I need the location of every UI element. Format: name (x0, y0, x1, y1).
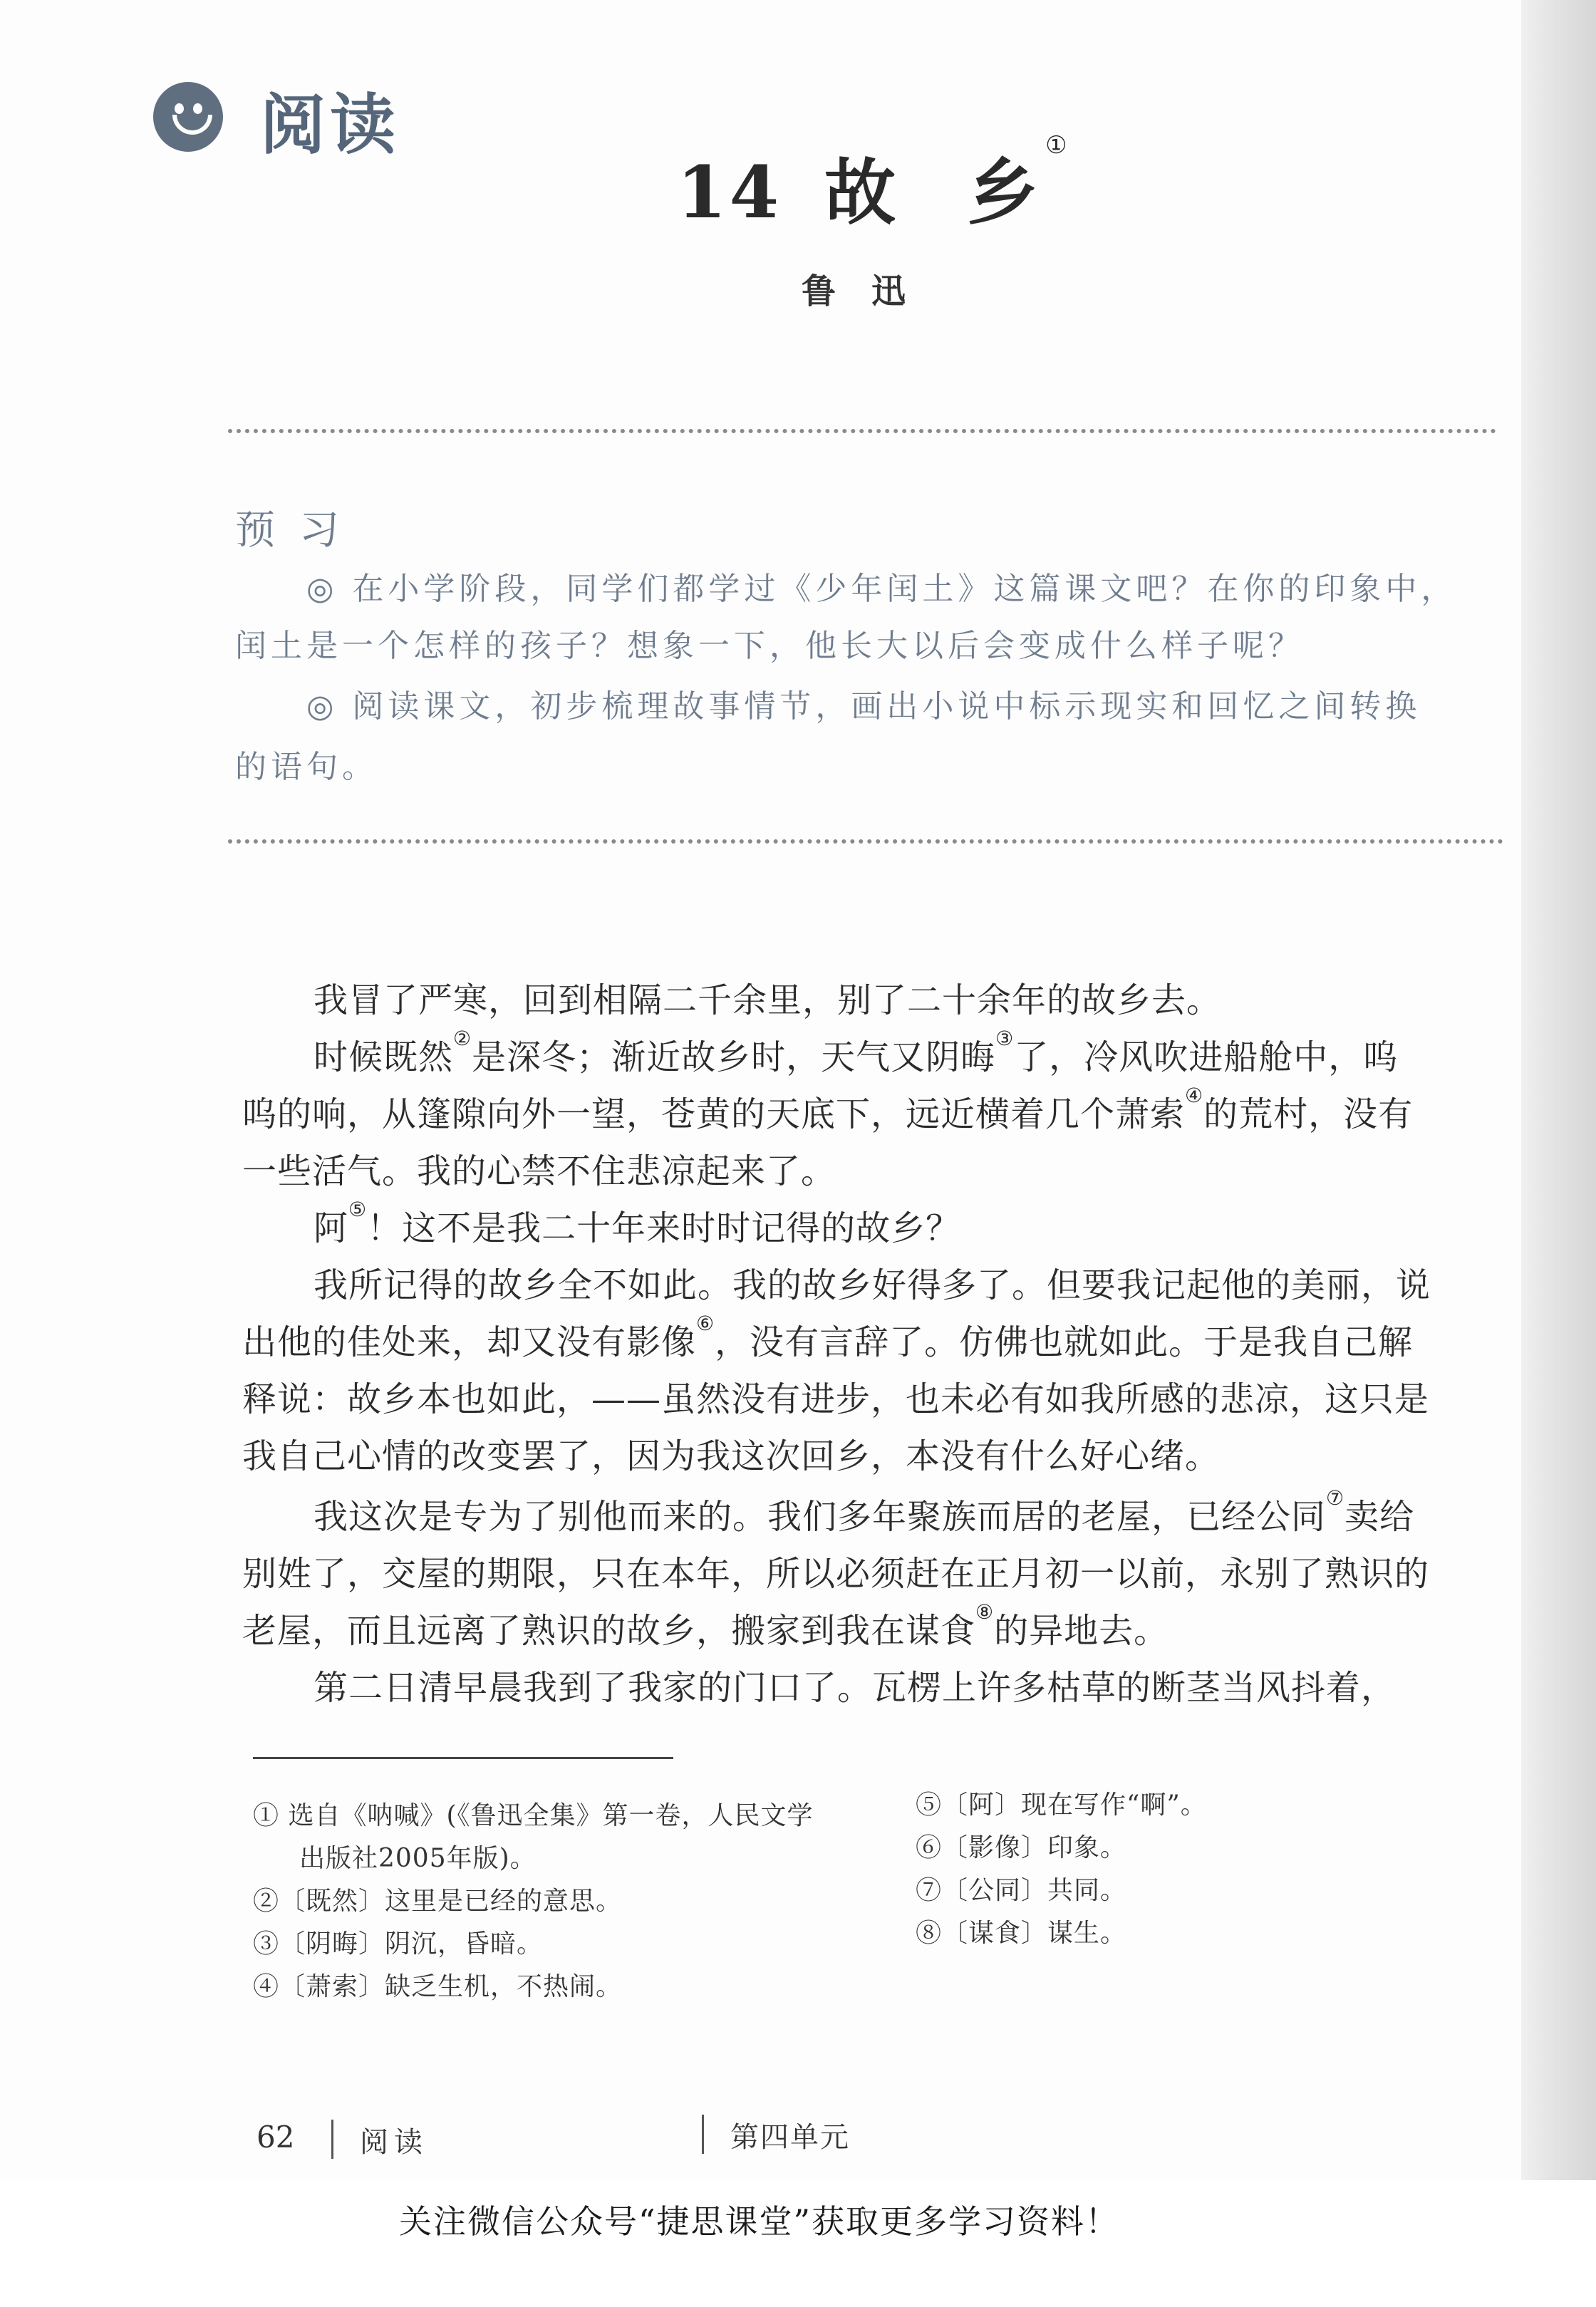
page-number: 62 (256, 2120, 295, 2155)
footnote-rule (253, 1757, 673, 1759)
footnote-item: ⑦〔公同〕共同。 (916, 1876, 1127, 1905)
dotted-divider (228, 839, 1503, 844)
footnote-mark: ⑧ (975, 1600, 995, 1624)
section-title: 阅读 (260, 86, 400, 163)
footnote-item: ④〔萧索〕缺乏生机，不热闹。 (253, 1972, 623, 2001)
body-text-line: 我所记得的故乡全不如此。我的故乡好得多了。但要我记起他的美丽，说 (314, 1265, 1431, 1305)
promo-banner: 关注微信公众号“捷思课堂”获取更多学习资料！ (399, 2202, 1120, 2241)
footnote-item: ⑧〔谋食〕谋生。 (916, 1919, 1127, 1948)
body-text-line: 释说：故乡本也如此，——虽然没有进步，也未必有如我所感的悲凉，这只是 (242, 1379, 1430, 1419)
preview-heading: 预习 (235, 507, 363, 554)
lesson-number: 14 (677, 150, 782, 234)
footnote-mark: ④ (1185, 1084, 1204, 1107)
footnote-mark: ⑦ (1326, 1486, 1345, 1510)
running-header-left: 阅读 (360, 2126, 428, 2159)
smiley-face-icon (153, 82, 223, 152)
footnote-mark: ③ (995, 1027, 1015, 1050)
lesson-title-char: 故 (824, 150, 903, 234)
body-text-line: 我这次是专为了别他而来的。我们多年聚族而居的老屋，已经公同⑦卖给 (314, 1486, 1415, 1537)
footnote-item: ⑤〔阿〕现在写作“啊”。 (916, 1790, 1207, 1820)
author-name: 鲁迅 (802, 271, 942, 311)
lesson-title (677, 131, 1074, 238)
preview-item-line: 闰土是一个怎样的孩子？想象一下，他长大以后会变成什么样子呢？ (235, 628, 1304, 664)
footer-divider (331, 2120, 333, 2159)
preview-item-line: 的语句。 (235, 749, 378, 785)
body-text-line: 我冒了严寒，回到相隔二千余里，别了二十余年的故乡去。 (314, 980, 1222, 1020)
footnote-item: ②〔既然〕这里是已经的意思。 (253, 1887, 623, 1916)
body-text-line: 老屋，而且远离了熟识的故乡，搬家到我在谋食⑧的异地去。 (242, 1600, 1169, 1651)
running-header-right: 第四单元 (730, 2121, 850, 2154)
preview-item-line: ◎ 在小学阶段，同学们都学过《少年闰土》这篇课文吧？在你的印象中， (306, 571, 1457, 607)
body-text-line: 阿⑤！这不是我二十年来时时记得的故乡？ (314, 1198, 961, 1248)
footnote-item: 出版社2005年版)。 (299, 1844, 537, 1873)
body-text-line: 出他的佳处来，却又没有影像⑥，没有言辞了。仿佛也就如此。于是我自己解 (242, 1312, 1414, 1362)
footnote-item: ⑥〔影像〕印象。 (916, 1833, 1127, 1862)
body-text-line: 我自己心情的改变罢了，因为我这次回乡，本没有什么好心绪。 (242, 1436, 1221, 1476)
body-text-line: 一些活气。我的心禁不住悲凉起来了。 (242, 1151, 836, 1191)
dotted-divider (228, 429, 1496, 433)
footnote-mark: ⑤ (348, 1198, 368, 1221)
body-text-line: 第二日清早晨我到了我家的门口了。瓦楞上许多枯草的断茎当风抖着， (314, 1668, 1396, 1708)
body-text-line: 时候既然②是深冬；渐近故乡时，天气又阴晦③了，冷风吹进船舱中，呜 (314, 1027, 1399, 1077)
footnote-item: ① 选自《呐喊》(《鲁迅全集》第一卷，人民文学 (253, 1801, 814, 1830)
footnote-mark: ② (453, 1027, 472, 1050)
footnote-mark: ⑥ (696, 1312, 715, 1335)
page-edge (1521, 0, 1596, 2180)
footnote-mark: ① (1045, 131, 1074, 160)
body-text-line: 别姓了，交屋的期限，只在本年，所以必须赶在正月初一以前，永别了熟识的 (242, 1554, 1430, 1594)
lesson-title-char: 乡 (967, 150, 1046, 234)
footer-divider (702, 2115, 704, 2154)
preview-item-line: ◎ 阅读课文，初步梳理故事情节，画出小说中标示现实和回忆之间转换 (306, 688, 1421, 725)
body-text-line: 呜的响，从篷隙向外一望，苍黄的天底下，远近横着几个萧索④的荒村，没有 (242, 1084, 1414, 1134)
footnote-item: ③〔阴晦〕阴沉，昏暗。 (253, 1929, 544, 1959)
